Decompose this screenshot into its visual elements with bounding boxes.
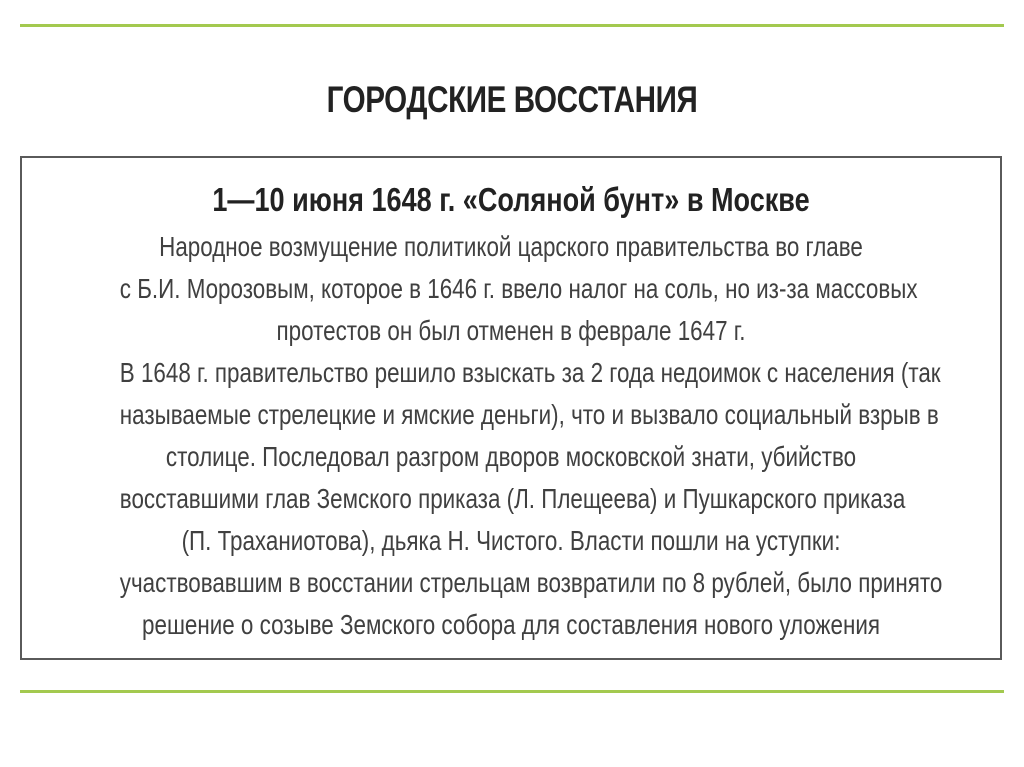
text-line: протестов он был отменен в феврале 1647 г. xyxy=(276,315,746,346)
content-box xyxy=(20,156,1002,660)
bottom-divider xyxy=(20,690,1004,693)
slide-title: ГОРОДСКИЕ ВОССТАНИЯ xyxy=(326,79,698,120)
box-heading: 1—10 июня 1648 г. «Соляной бунт» в Москве xyxy=(212,181,810,218)
text-line: восставшими глав Земского приказа (Л. Плещеева) и Пушкарского приказа xyxy=(119,483,906,514)
top-divider xyxy=(20,24,1004,27)
text-line: решение о созыве Земского собора для составления нового уложения xyxy=(142,609,880,640)
text-line: участвовавшим в восстании стрельцам возвратили по 8 рублей, было принято xyxy=(119,567,943,598)
text-line: Народное возмущение политикой царского правительства во главе xyxy=(159,231,863,262)
text-line: В 1648 г. правительство решило взыскать за 2 года недоимок с населения (так xyxy=(119,357,941,388)
text-line: столице. Последовал разгром дворов московской знати, убийство xyxy=(165,441,857,472)
text-line: (П. Траханиотова), дьяка Н. Чистого. Власти пошли на уступки: xyxy=(181,525,841,556)
text-line: называемые стрелецкие и ямские деньги), что и вызвало социальный взрыв в xyxy=(119,399,939,430)
text-line: с Б.И. Морозовым, которое в 1646 г. ввело налог на соль, но из-за массовых xyxy=(119,273,918,304)
